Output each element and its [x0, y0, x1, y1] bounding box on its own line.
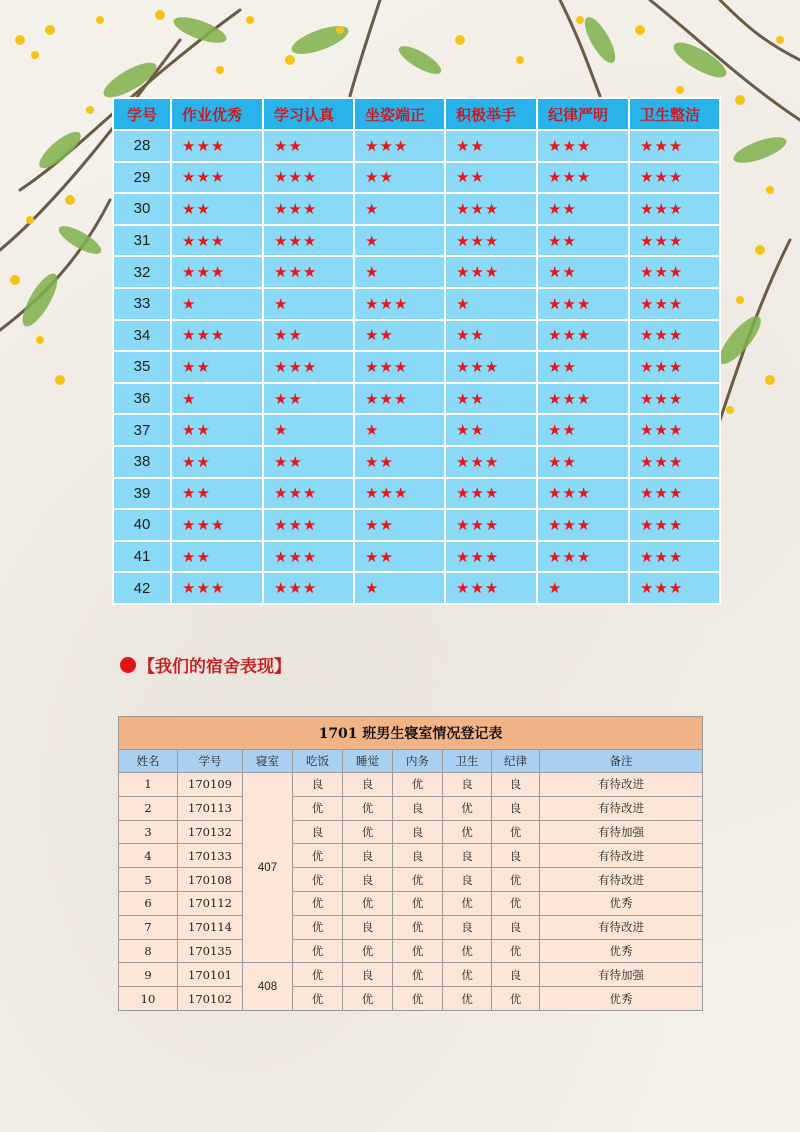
grade-cell: 优: [443, 963, 492, 987]
star-rating-cell: ★★: [445, 130, 537, 162]
student-id-cell: 170108: [178, 868, 243, 892]
dorm-column-header: 睡觉: [343, 750, 393, 773]
grade-cell: 优: [393, 915, 443, 939]
star-rating-cell: ★★★: [354, 130, 445, 162]
star-rating-cell: ★★★: [263, 478, 354, 510]
star-rating-cell: ★★★: [537, 478, 629, 510]
red-bullet-icon: [120, 657, 136, 673]
grade-cell: 优: [293, 868, 343, 892]
student-id-cell: 170114: [178, 915, 243, 939]
grade-cell: 优: [492, 820, 540, 844]
star-rating-cell: ★★★: [263, 572, 354, 604]
star-rating-cell: ★★: [171, 351, 263, 383]
star-rating-cell: ★★★: [171, 225, 263, 257]
star-rating-cell: ★★: [445, 414, 537, 446]
name-cell: 3: [119, 820, 178, 844]
name-cell: 9: [119, 963, 178, 987]
student-id-cell: 32: [113, 256, 171, 288]
table-row: [119, 987, 703, 1011]
student-id-cell: 30: [113, 193, 171, 225]
grade-cell: 优: [443, 939, 492, 963]
star-rating-cell: ★: [354, 225, 445, 257]
name-cell: 2: [119, 796, 178, 820]
table-row: [119, 963, 703, 987]
star-rating-cell: ★★★: [354, 288, 445, 320]
student-id-cell: 41: [113, 541, 171, 573]
star-rating-cell: ★★★: [537, 320, 629, 352]
student-id-cell: 29: [113, 162, 171, 194]
table-row: [113, 351, 720, 383]
grade-cell: 优: [443, 820, 492, 844]
name-cell: 5: [119, 868, 178, 892]
star-rating-cell: ★★: [537, 256, 629, 288]
grade-cell: 优: [443, 987, 492, 1011]
star-rating-cell: ★★★: [445, 446, 537, 478]
grade-cell: 良: [443, 773, 492, 797]
star-rating-cell: ★★★: [537, 383, 629, 415]
star-rating-cell: ★★★: [263, 509, 354, 541]
star-rating-cell: ★★★: [537, 288, 629, 320]
column-header-category: 坐姿端正: [354, 98, 445, 130]
student-id-cell: 170112: [178, 891, 243, 915]
dorm-section-heading: [120, 652, 291, 677]
table-row: [119, 891, 703, 915]
star-rating-cell: ★: [354, 572, 445, 604]
name-cell: 7: [119, 915, 178, 939]
grade-cell: 优: [293, 939, 343, 963]
table-row: [113, 320, 720, 352]
student-id-cell: 170101: [178, 963, 243, 987]
student-id-cell: 170109: [178, 773, 243, 797]
star-rating-cell: ★★: [263, 130, 354, 162]
name-cell: 4: [119, 844, 178, 868]
star-rating-cell: ★: [171, 383, 263, 415]
star-rating-cell: ★★: [171, 414, 263, 446]
grade-cell: 良: [343, 773, 393, 797]
student-id-cell: 42: [113, 572, 171, 604]
student-id-cell: 28: [113, 130, 171, 162]
star-rating-cell: ★★★: [629, 193, 720, 225]
grade-cell: 优: [343, 939, 393, 963]
star-rating-cell: ★★★: [171, 572, 263, 604]
star-rating-cell: ★★: [445, 383, 537, 415]
star-rating-cell: ★: [263, 288, 354, 320]
grade-cell: 良: [343, 963, 393, 987]
student-id-cell: 37: [113, 414, 171, 446]
star-rating-cell: ★★★: [445, 541, 537, 573]
column-header-category: 卫生整洁: [629, 98, 720, 130]
column-header-student-id: 学号: [113, 98, 171, 130]
student-id-cell: 170135: [178, 939, 243, 963]
star-rating-cell: ★★: [445, 162, 537, 194]
column-header-category: 学习认真: [263, 98, 354, 130]
star-rating-cell: ★★: [263, 446, 354, 478]
grade-cell: 优: [343, 987, 393, 1011]
star-rating-cell: ★★: [354, 446, 445, 478]
star-rating-cell: ★★★: [629, 383, 720, 415]
star-rating-cell: ★★★: [263, 162, 354, 194]
star-rating-cell: ★★★: [445, 256, 537, 288]
dorm-table-header-row: [119, 750, 703, 773]
remark-cell: 有待改进: [540, 773, 703, 797]
grade-cell: 优: [393, 773, 443, 797]
remark-cell: 优秀: [540, 891, 703, 915]
star-rating-cell: ★★★: [354, 351, 445, 383]
star-rating-cell: ★: [354, 414, 445, 446]
star-rating-cell: ★★★: [171, 509, 263, 541]
star-rating-cell: ★★★: [171, 162, 263, 194]
star-rating-cell: ★★: [263, 320, 354, 352]
star-rating-cell: ★★★: [171, 130, 263, 162]
remark-cell: 有待改进: [540, 868, 703, 892]
dorm-column-header: 寝室: [243, 750, 293, 773]
grade-cell: 优: [393, 987, 443, 1011]
table-row: [119, 773, 703, 797]
table-row: [113, 193, 720, 225]
grade-cell: 优: [293, 963, 343, 987]
student-id-cell: 170132: [178, 820, 243, 844]
dorm-column-header: 纪律: [492, 750, 540, 773]
grade-cell: 良: [443, 868, 492, 892]
grade-cell: 良: [443, 915, 492, 939]
grade-cell: 良: [492, 796, 540, 820]
star-rating-cell: ★★: [537, 225, 629, 257]
star-rating-cell: ★★★: [263, 225, 354, 257]
grade-cell: 良: [492, 963, 540, 987]
star-rating-cell: ★★★: [629, 320, 720, 352]
student-id-cell: 38: [113, 446, 171, 478]
grade-cell: 优: [492, 987, 540, 1011]
star-rating-cell: ★★: [171, 541, 263, 573]
table-row: [113, 256, 720, 288]
star-rating-cell: ★★: [354, 162, 445, 194]
star-rating-cell: ★★★: [537, 541, 629, 573]
grade-cell: 优: [293, 915, 343, 939]
star-rating-cell: ★★★: [629, 351, 720, 383]
table-row: [113, 478, 720, 510]
star-rating-cell: ★★★: [629, 288, 720, 320]
grade-cell: 优: [443, 891, 492, 915]
table-row: [119, 915, 703, 939]
grade-cell: 优: [492, 891, 540, 915]
grade-cell: 优: [343, 820, 393, 844]
star-rating-cell: ★★: [354, 541, 445, 573]
grade-cell: 良: [393, 820, 443, 844]
column-header-category: 纪律严明: [537, 98, 629, 130]
grade-cell: 优: [393, 891, 443, 915]
student-id-cell: 33: [113, 288, 171, 320]
dorm-column-header: 内务: [393, 750, 443, 773]
column-header-category: 积极举手: [445, 98, 537, 130]
star-rating-cell: ★★★: [629, 130, 720, 162]
star-rating-cell: ★: [354, 256, 445, 288]
star-rating-cell: ★: [445, 288, 537, 320]
name-cell: 8: [119, 939, 178, 963]
star-rating-cell: ★★★: [445, 478, 537, 510]
star-rating-cell: ★★★: [629, 509, 720, 541]
remark-cell: 有待改进: [540, 915, 703, 939]
grade-cell: 良: [492, 915, 540, 939]
star-rating-cell: ★: [263, 414, 354, 446]
star-rating-cell: ★★★: [445, 509, 537, 541]
remark-cell: 有待改进: [540, 844, 703, 868]
star-rating-cell: ★★: [171, 446, 263, 478]
star-rating-cell: ★★★: [445, 572, 537, 604]
grade-cell: 优: [293, 891, 343, 915]
grade-cell: 优: [293, 987, 343, 1011]
star-rating-cell: ★★★: [445, 193, 537, 225]
star-rating-cell: ★★: [171, 193, 263, 225]
student-id-cell: 40: [113, 509, 171, 541]
table-row: [113, 541, 720, 573]
dorm-table-title: 1701 班男生寝室情况登记表: [119, 717, 703, 750]
table-row: [113, 414, 720, 446]
star-rating-cell: ★★★: [263, 351, 354, 383]
remark-cell: 有待加强: [540, 820, 703, 844]
table-row: [119, 844, 703, 868]
table-row: [113, 509, 720, 541]
star-rating-cell: ★★★: [537, 509, 629, 541]
student-id-cell: 170133: [178, 844, 243, 868]
table-row: [119, 820, 703, 844]
star-rating-cell: ★★★: [629, 162, 720, 194]
grade-cell: 良: [343, 868, 393, 892]
star-rating-cell: ★★: [537, 351, 629, 383]
grade-cell: 良: [492, 773, 540, 797]
student-id-cell: 31: [113, 225, 171, 257]
grade-cell: 优: [492, 939, 540, 963]
column-header-category: 作业优秀: [171, 98, 263, 130]
table-row: [119, 796, 703, 820]
star-rating-cell: ★★★: [263, 256, 354, 288]
star-rating-cell: ★★: [537, 446, 629, 478]
star-rating-table: [112, 97, 721, 605]
table-row: [113, 446, 720, 478]
star-rating-cell: ★: [171, 288, 263, 320]
grade-cell: 良: [293, 773, 343, 797]
grade-cell: 良: [343, 915, 393, 939]
star-rating-cell: ★★★: [263, 541, 354, 573]
grade-cell: 良: [293, 820, 343, 844]
star-rating-cell: ★★★: [171, 256, 263, 288]
dorm-column-header: 卫生: [443, 750, 492, 773]
dorm-column-header: 吃饭: [293, 750, 343, 773]
star-rating-cell: ★★★: [629, 414, 720, 446]
star-rating-cell: ★★★: [537, 162, 629, 194]
room-cell: 408: [243, 963, 293, 1011]
star-rating-cell: ★★★: [171, 320, 263, 352]
star-rating-cell: ★★★: [445, 225, 537, 257]
student-id-cell: 35: [113, 351, 171, 383]
grade-cell: 良: [443, 844, 492, 868]
star-rating-cell: ★★★: [263, 193, 354, 225]
star-rating-cell: ★★★: [629, 541, 720, 573]
dorm-column-header: 学号: [178, 750, 243, 773]
star-rating-cell: ★★★: [629, 256, 720, 288]
star-rating-cell: ★: [537, 572, 629, 604]
grade-cell: 良: [343, 844, 393, 868]
dorm-registration-table: [118, 716, 703, 1011]
star-rating-cell: ★★★: [537, 130, 629, 162]
grade-cell: 优: [343, 891, 393, 915]
student-id-cell: 170113: [178, 796, 243, 820]
table-row: [113, 383, 720, 415]
remark-cell: 有待改进: [540, 796, 703, 820]
star-rating-cell: ★★: [263, 383, 354, 415]
star-rating-cell: ★★: [537, 193, 629, 225]
table-row: [113, 162, 720, 194]
star-rating-cell: ★★: [354, 320, 445, 352]
name-cell: 6: [119, 891, 178, 915]
star-rating-cell: ★★★: [445, 351, 537, 383]
student-id-cell: 170102: [178, 987, 243, 1011]
star-rating-cell: ★: [354, 193, 445, 225]
name-cell: 10: [119, 987, 178, 1011]
grade-cell: 优: [293, 796, 343, 820]
student-id-cell: 34: [113, 320, 171, 352]
table-row: [113, 130, 720, 162]
grade-cell: 优: [293, 844, 343, 868]
star-table-header-row: [113, 98, 720, 130]
grade-cell: 良: [393, 844, 443, 868]
remark-cell: 优秀: [540, 939, 703, 963]
table-row: [113, 225, 720, 257]
grade-cell: 良: [492, 844, 540, 868]
star-rating-cell: ★★★: [629, 446, 720, 478]
remark-cell: 有待加强: [540, 963, 703, 987]
star-rating-cell: ★★: [171, 478, 263, 510]
student-id-cell: 39: [113, 478, 171, 510]
grade-cell: 优: [492, 868, 540, 892]
star-rating-cell: ★★★: [629, 225, 720, 257]
table-row: [113, 572, 720, 604]
dorm-column-header: 姓名: [119, 750, 178, 773]
dorm-section-heading-text: 【我们的宿舍表现】: [138, 657, 291, 677]
table-row: [119, 939, 703, 963]
dorm-column-header: 备注: [540, 750, 703, 773]
grade-cell: 优: [393, 963, 443, 987]
grade-cell: 优: [393, 868, 443, 892]
remark-cell: 优秀: [540, 987, 703, 1011]
student-id-cell: 36: [113, 383, 171, 415]
star-rating-cell: ★★: [354, 509, 445, 541]
grade-cell: 良: [393, 796, 443, 820]
grade-cell: 优: [443, 796, 492, 820]
table-row: [119, 868, 703, 892]
star-rating-cell: ★★★: [629, 572, 720, 604]
star-rating-cell: ★★: [445, 320, 537, 352]
star-rating-cell: ★★★: [354, 478, 445, 510]
grade-cell: 优: [343, 796, 393, 820]
star-rating-cell: ★★★: [354, 383, 445, 415]
star-rating-cell: ★★: [537, 414, 629, 446]
grade-cell: 优: [393, 939, 443, 963]
room-cell: 407: [243, 773, 293, 963]
name-cell: 1: [119, 773, 178, 797]
table-row: [113, 288, 720, 320]
star-rating-cell: ★★★: [629, 478, 720, 510]
